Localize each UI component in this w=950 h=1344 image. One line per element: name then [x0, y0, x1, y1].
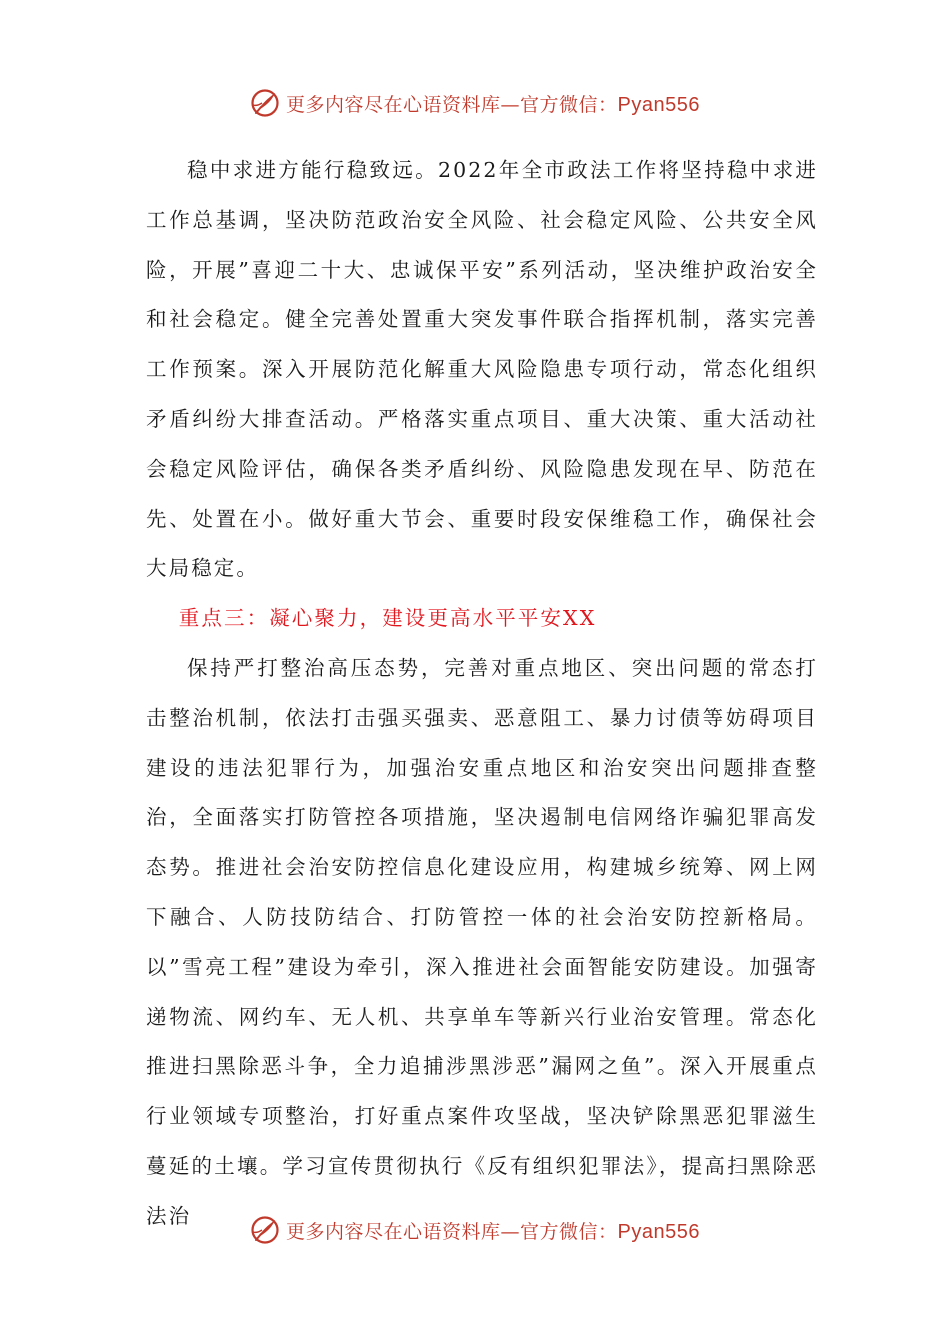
header-watermark — [0, 86, 950, 120]
watermark-handle: Pyan556 — [617, 93, 700, 116]
feather-pen-logo-icon — [250, 88, 280, 118]
watermark-text: 更多内容尽在心语资料库—官方微信：Pyan556 — [286, 1220, 700, 1243]
watermark-text: 更多内容尽在心语资料库—官方微信：Pyan556 — [286, 93, 700, 116]
footer-watermark — [0, 1213, 950, 1247]
watermark-handle: Pyan556 — [617, 1220, 700, 1243]
document-body — [146, 146, 818, 1242]
paragraph-stability: 稳中求进方能行稳致远。2022年全市政法工作将坚持稳中求进工作总基调，坚决防范政治安全风险、社会稳定风险、公共安全风险，开展”喜迎二十大、忠诚保平安”系列活动，坚决维护政治安全和社会稳定。健全完善处置重大突发事件联合指挥机制，落实完善工作预案。深入开展防范化解重大风险隐患专项行动，常态化组织矛盾纠纷大排查活动。严格落实重点项目、重大决策、重大活动社会稳定风险评估，确保各类矛盾纠纷、风险隐患发现在早、防范在先、处置在小。做好重大节会、重要时段安保维稳工作，确保社会大局稳定。 — [146, 158, 818, 581]
section-heading-3: 重点三：凝心聚力，建设更高水平平安XX — [178, 606, 597, 631]
feather-pen-logo-icon — [250, 1215, 280, 1245]
paragraph-public-security: 保持严打整治高压态势，完善对重点地区、突出问题的常态打击整治机制，依法打击强买强卖、恶意阻工、暴力讨债等妨碍项目建设的违法犯罪行为，加强治安重点地区和治安突出问题排查整治，全面落实打防管控各项措施，坚决遏制电信网络诈骗犯罪高发态势。推进社会治安防控信息化建设应用，构建城乡统筹、网上网下融合、人防技防结合、打防管控一体的社会治安防控新格局。以”雪亮工程”建设为牵引，深入推进社会面智能安防建设。加强寄递物流、网约车、无人机、共享单车等新兴行业治安管理。常态化推进扫黑除恶斗争，全力追捕涉黑涉恶”漏网之鱼”。深入开展重点行业领域专项整治，打好重点案件攻坚战，坚决铲除黑恶犯罪滋生蔓延的土壤。学习宣传贯彻执行《反有组织犯罪法》，提高扫黑除恶法治 — [146, 655, 818, 1228]
